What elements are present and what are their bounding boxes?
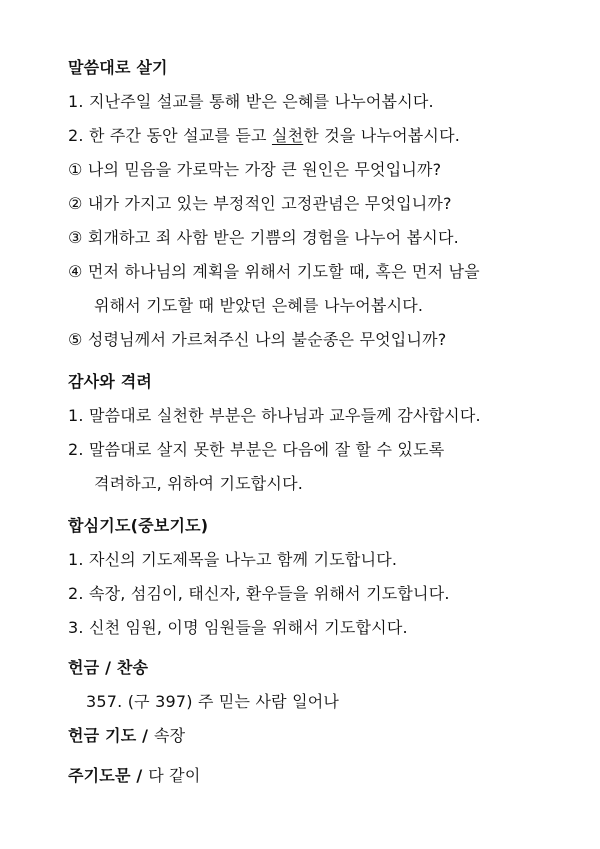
separator: /: [130, 766, 149, 785]
question-item: ⑤ 성령님께서 가르쳐주신 나의 불순종은 무엇입니까?: [68, 330, 447, 349]
list-item: 1. 지난주일 설교를 통해 받은 은혜를 나누어봅시다.: [68, 92, 434, 111]
section-heading-lords-prayer: 주기도문: [68, 766, 131, 785]
section-heading-offering-hymn: 헌금 / 찬송: [68, 658, 149, 677]
question-item-continued: 위해서 기도할 때 받았던 은혜를 나누어봅시다.: [94, 296, 424, 315]
list-item: 2. 속장, 섬김이, 태신자, 환우들을 위해서 기도합니다.: [68, 584, 450, 603]
list-item: [68, 126, 460, 146]
hymn-line: 357. (구 397) 주 믿는 사람 일어나: [86, 692, 340, 711]
underlined-word: 실천: [271, 126, 304, 145]
section-heading-thanks-encouragement: 감사와 격려: [68, 372, 153, 391]
section-heading-intercessory-prayer: 합심기도(중보기도): [68, 516, 209, 535]
list-item: 3. 신천 임원, 이명 임원들을 위해서 기도합시다.: [68, 618, 408, 637]
list-item: 2. 말씀대로 살지 못한 부분은 다음에 잘 할 수 있도록: [68, 440, 445, 459]
list-item-text: 2. 한 주간 동안 설교를 듣고: [68, 126, 272, 145]
assignee: 속장: [154, 726, 186, 745]
list-item: 1. 자신의 기도제목을 나누고 함께 기도합니다.: [68, 550, 398, 569]
question-item: ② 내가 가지고 있는 부정적인 고정관념은 무엇입니까?: [68, 194, 452, 213]
assignee: 다 같이: [148, 766, 201, 785]
question-item: ① 나의 믿음을 가로막는 가장 큰 원인은 무엇입니까?: [68, 160, 442, 179]
offering-prayer-line: [68, 726, 185, 746]
question-item: ④ 먼저 하나님의 계획을 위해서 기도할 때, 혹은 먼저 남을: [68, 262, 480, 281]
section-heading-offering-prayer: 헌금 기도: [68, 726, 137, 745]
question-item: ③ 회개하고 죄 사함 받은 기쁨의 경험을 나누어 봅시다.: [68, 228, 459, 247]
section-heading-live-by-word: 말씀대로 살기: [68, 58, 168, 77]
list-item: 1. 말씀대로 실천한 부분은 하나님과 교우들께 감사합시다.: [68, 406, 481, 425]
list-item-continued: 격려하고, 위하여 기도합시다.: [94, 474, 304, 493]
lords-prayer-line: [68, 766, 200, 786]
separator: /: [136, 726, 154, 745]
list-item-text: 한 것을 나누어봅시다.: [303, 126, 461, 145]
